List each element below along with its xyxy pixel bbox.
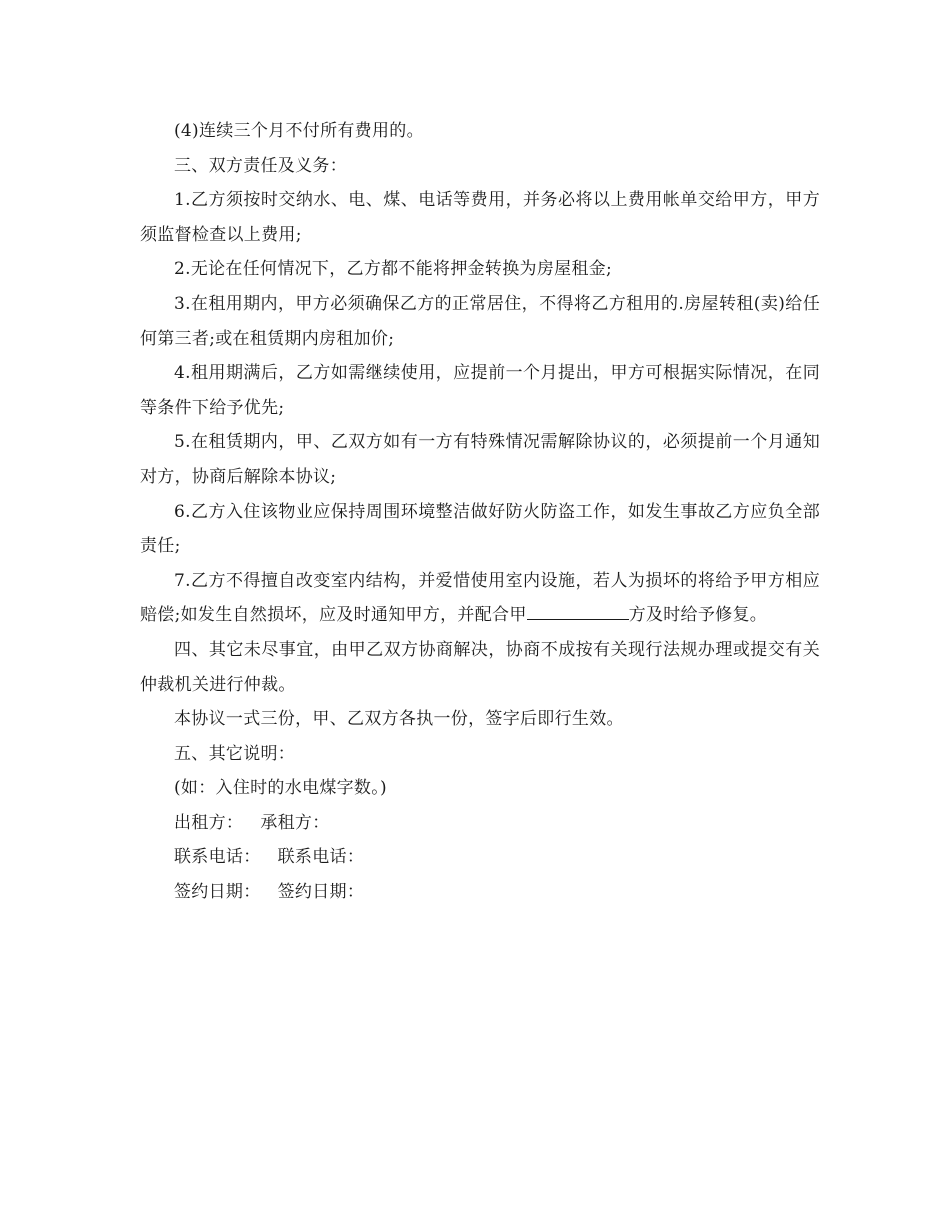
lessor-date-label: 签约日期： [174, 882, 261, 903]
clause-6: 6.乙方入住该物业应保持周围环境整洁做好防火防盗工作，如发生事故乙方应负全部责任; [140, 501, 820, 557]
clause-1: 1.乙方须按时交纳水、电、煤、电话等费用，并务必将以上费用帐单交给甲方，甲方须监督检查以上费用; [140, 190, 820, 245]
clause-7 [140, 564, 820, 633]
fill-in-blank [527, 601, 629, 620]
lessor-phone-label: 联系电话： [174, 847, 261, 868]
lessor-label: 出租方： [174, 812, 244, 833]
clause-2: 2.无论在任何情况下，乙方都不能将押金转换为房屋租金; [174, 259, 613, 280]
section-5-example: (如：入住时的水电煤字数。) [174, 778, 387, 799]
item-4-line: (4)连续三个月不付所有费用的。 [174, 121, 424, 141]
signature-row-date [140, 875, 820, 910]
clause-7-text-end: 方及时给予修复。 [628, 605, 768, 626]
clause-5: 5.在租赁期内，甲、乙双方如有一方有特殊情况需解除协议的，必须提前一个月通知对方，协商后解除本协议; [140, 432, 820, 487]
clause-3: 3.在租用期内，甲方必须确保乙方的正常居住，不得将乙方租用的.房屋转租(卖)给任何第三者;或在租赁期内房租加价; [140, 293, 820, 349]
copies-note: 本协议一式三份，甲、乙双方各执一份，签字后即行生效。 [174, 709, 624, 730]
signature-row-phone [140, 840, 820, 875]
clause-7-text-start: 7.乙方不得擅自改变室内结构，并爱惜使用室内设施，若人为损坏的将给予甲方相应赔偿;如发生自然损坏，应及时通知甲方，并配合甲 [140, 570, 820, 626]
clause-4: 4.租用期满后，乙方如需继续使用，应提前一个月提出，甲方可根据实际情况，在同等条件下给予优先; [140, 363, 820, 418]
lessee-date-label: 签约日期： [277, 882, 365, 903]
signature-row-parties [140, 806, 820, 841]
lessee-label: 承租方： [260, 812, 330, 833]
lessee-phone-label: 联系电话： [277, 847, 365, 868]
section-5-heading: 五、其它说明： [174, 743, 296, 764]
section-3-heading: 三、双方责任及义务： [174, 155, 347, 176]
section-4: 四、其它未尽事宜，由甲乙双方协商解决，协商不成按有关现行法规办理或提交有关仲裁机关进行仲裁。 [140, 639, 820, 695]
document-body [140, 114, 820, 910]
